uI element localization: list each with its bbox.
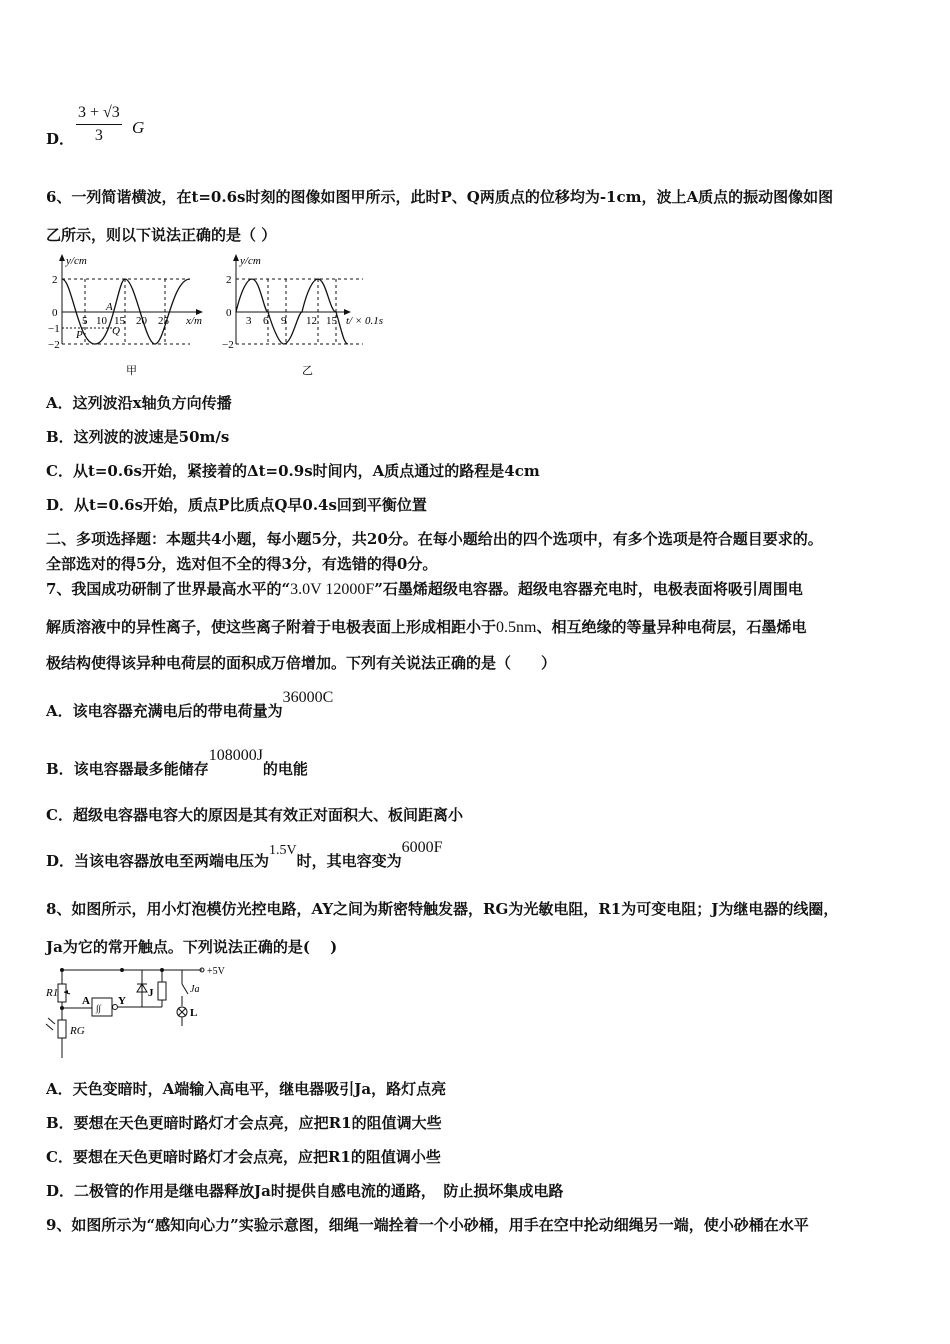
jia-xlabel: x/m bbox=[186, 315, 202, 327]
q6-figure-jia bbox=[40, 252, 220, 380]
q7-option-a-text: A．该电容器充满电后的带电荷量为 bbox=[46, 702, 283, 720]
q6-option-d: D．从t=0.6s开始，质点P比质点Q早0.4s回到平衡位置 bbox=[46, 496, 427, 514]
q7-option-b-tail: 的电能 bbox=[262, 760, 308, 778]
yi-ytick: −2 bbox=[222, 339, 234, 351]
jia-ytick: 0 bbox=[52, 307, 58, 319]
q8-option-b: B．要想在天色更暗时路灯才会点亮，应把R1的阻值调大些 bbox=[46, 1114, 442, 1132]
q6-option-a: A．这列波沿x轴负方向传播 bbox=[46, 394, 232, 412]
section2-line1: 二、多项选择题：本题共4小题，每小题5分，共20分。在每小题给出的四个选项中，有多个选项是符合题目要求的。 bbox=[46, 530, 823, 548]
q5-option-d-fraction bbox=[76, 104, 122, 145]
q8-option-a: A．天色变暗时，A端输入高电平，继电器吸引Ja，路灯点亮 bbox=[46, 1080, 447, 1098]
jia-xtick: 15 bbox=[114, 315, 125, 327]
yi-xtick: 9 bbox=[281, 315, 287, 327]
q7-option-d-value: 6000F bbox=[401, 839, 443, 856]
q7-option-a bbox=[46, 689, 334, 721]
yi-caption: 乙 bbox=[302, 365, 313, 377]
q5-option-d-label: D． bbox=[46, 130, 75, 148]
q6-stem-line1: 6、一列简谐横波，在t=0.6s时刻的图像如图甲所示，此时P、Q两质点的位移均为-1cm，波上A质点的振动图像如图 bbox=[46, 188, 834, 206]
jia-xtick: 10 bbox=[96, 315, 107, 327]
q6-figure-yi bbox=[218, 252, 398, 380]
q9-stem-line1: 9、如图所示为“感知向心力”实验示意图，细绳一端拴着一个小砂桶，用手在空中抡动细绳另一端，使小砂桶在水平 bbox=[46, 1216, 809, 1234]
yi-xtick: 3 bbox=[246, 315, 252, 327]
q8-circuit-diagram bbox=[42, 962, 242, 1062]
circuit-l-label: L bbox=[190, 1007, 198, 1019]
q7-option-a-value: 36000C bbox=[282, 689, 334, 706]
point-p-label: P bbox=[76, 329, 83, 341]
q7-option-b-text: B．该电容器最多能储存 bbox=[46, 760, 209, 778]
q8-stem-line1: 8、如图所示，用小灯泡模仿光控电路，AY之间为斯密特触发器，RG为光敏电阻，R1为可变电阻；J为继电器的线圈， bbox=[46, 900, 839, 918]
q7-option-b bbox=[46, 747, 308, 779]
q8-option-c: C．要想在天色更暗时路灯才会点亮，应把R1的阻值调小些 bbox=[46, 1148, 441, 1166]
q7-stem1-a: 7、我国成功研制了世界最高水平的“ bbox=[46, 580, 291, 598]
jia-xtick: 20 bbox=[136, 315, 147, 327]
jia-xtick: 5 bbox=[82, 315, 88, 327]
jia-ytick: 2 bbox=[52, 274, 58, 286]
q7-stem2-a: 解质溶液中的异性离子，使这些离子附着于电极表面上形成相距小于 bbox=[46, 618, 497, 636]
fraction-numerator: 3 + √3 bbox=[78, 104, 120, 121]
q7-option-d-voltage: 1.5V bbox=[269, 843, 297, 858]
circuit-j-label: J bbox=[148, 987, 154, 999]
q5-option-d-unit: G bbox=[132, 118, 145, 137]
q7-stem1-c: ”石墨烯超级电容器。超级电容器充电时，电极表面将吸引周围电 bbox=[374, 580, 803, 598]
q6-option-b: B．这列波的波速是50m/s bbox=[46, 428, 230, 446]
section2-line2: 全部选对的得5分，选对但不全的得3分，有选错的得0分。 bbox=[46, 555, 438, 573]
yi-ylabel: y/cm bbox=[240, 255, 261, 267]
q7-option-c: C．超级电容器电容大的原因是其有效正对面积大、板间距离小 bbox=[46, 806, 463, 824]
q7-option-b-value: 108000J bbox=[208, 747, 263, 764]
yi-xlabel: t/ × 0.1s bbox=[346, 315, 384, 327]
q7-stem2-c: 、相互绝缘的等量异种电荷层，石墨烯电 bbox=[536, 618, 807, 636]
q7-option-d-text: D．当该电容器放电至两端电压为 bbox=[46, 852, 270, 870]
q7-stem2-b: 0.5nm bbox=[496, 619, 537, 636]
fraction-denominator: 3 bbox=[94, 127, 103, 144]
circuit-voltage-label: +5V bbox=[207, 966, 225, 977]
point-a-label: A bbox=[106, 301, 113, 313]
circuit-r1-label: R1 bbox=[46, 987, 59, 999]
q8-stem-line2: Ja为它的常开触点。下列说法正确的是( ) bbox=[46, 938, 338, 956]
yi-ytick: 2 bbox=[226, 274, 232, 286]
jia-ytick: −1 bbox=[48, 323, 60, 335]
yi-xtick: 12 bbox=[306, 315, 317, 327]
q6-option-c: C．从t=0.6s开始，紧接着的Δt=0.9s时间内，A质点通过的路程是4cm bbox=[46, 462, 540, 480]
circuit-a-label: A bbox=[82, 995, 90, 1007]
circuit-ja-label: Ja bbox=[190, 984, 200, 995]
yi-ytick: 0 bbox=[226, 307, 232, 319]
yi-xtick: 15 bbox=[326, 315, 337, 327]
jia-caption: 甲 bbox=[126, 365, 137, 377]
q7-stem-line2 bbox=[46, 616, 806, 637]
circuit-rg-label: RG bbox=[70, 1025, 85, 1037]
q8-option-d: D．二极管的作用是继电器释放Ja时提供自感电流的通路， 防止损坏集成电路 bbox=[46, 1182, 564, 1200]
jia-xtick: 25 bbox=[158, 315, 169, 327]
yi-xtick: 6 bbox=[263, 315, 269, 327]
svg-text:∫∫: ∫∫ bbox=[96, 1003, 101, 1013]
jia-ytick: −2 bbox=[48, 339, 60, 351]
q7-stem1-b: 3.0V 12000F bbox=[290, 581, 375, 598]
q7-stem-line1 bbox=[46, 578, 803, 599]
jia-ylabel: y/cm bbox=[66, 255, 87, 267]
q6-stem-line2: 乙所示，则以下说法正确的是（ ） bbox=[46, 226, 277, 244]
point-q-label: Q bbox=[112, 325, 120, 337]
q7-stem-line3: 极结构使得该异种电荷层的面积成万倍增加。下列有关说法正确的是（ ） bbox=[46, 654, 557, 672]
circuit-y-label: Y bbox=[118, 995, 126, 1007]
q7-option-d bbox=[46, 839, 443, 871]
q7-option-d-mid: 时，其电容变为 bbox=[296, 852, 402, 870]
